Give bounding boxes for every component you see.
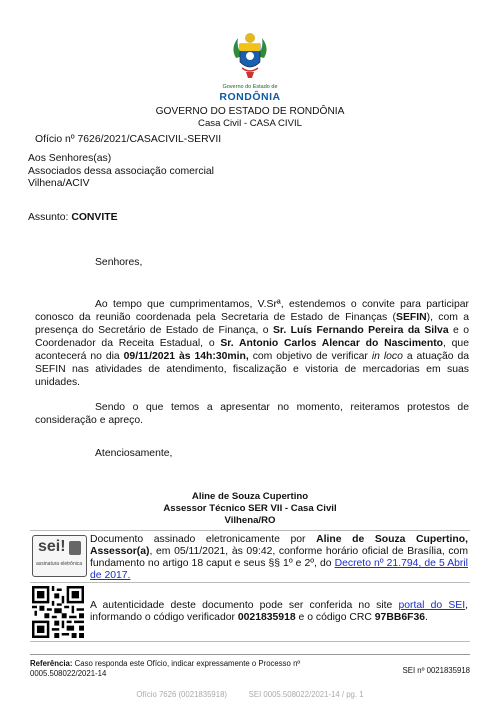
signer-block	[60, 491, 440, 527]
reference-label: Referência:	[30, 659, 73, 668]
lock-icon	[69, 541, 81, 555]
subject-label: Assunto:	[28, 212, 69, 223]
body-text: com objetivo de verificar	[248, 351, 372, 362]
signer-name: Aline de Souza Cupertino	[191, 491, 309, 502]
coat-caption: Governo do Estado de	[222, 84, 278, 90]
body-paragraph-1	[35, 298, 469, 389]
footer-sei-number: SEI nº 0021835918	[402, 666, 470, 675]
reference-text: Caso responda este Ofício, indicar expressamente o Processo nº 0005.508022/2021-14	[30, 659, 301, 678]
document-number: Ofício nº 7626/2021/CASACIVIL-SERVII	[35, 134, 222, 145]
authenticity-box	[30, 582, 470, 642]
coat-state-name: RONDÔNIA	[219, 91, 281, 103]
body-text: ), com a presença do Secretário de Estado de Finança, o	[35, 312, 470, 336]
signature-signer: Aline de Souza Cupertino, Assessor(a)	[90, 534, 468, 557]
recipient-line: Associados dessa associação comercial	[28, 165, 214, 177]
auth-plain: e o código CRC	[295, 612, 375, 623]
greeting: Senhores,	[95, 257, 143, 268]
sei-seal-top: sei!	[38, 538, 66, 555]
body-bold: 09/11/2021 às 14h:30min,	[123, 351, 249, 362]
crc-code: 97BB6F36	[374, 612, 426, 623]
verifier-code: 0021835918	[237, 612, 296, 623]
body-bold: SEFIN	[396, 312, 427, 323]
state-coat-of-arms-logo	[226, 28, 274, 82]
recipient-line: Aos Senhores(as)	[28, 153, 112, 164]
body-text: , que acontecerá no dia	[35, 338, 469, 362]
recipient-block	[28, 153, 214, 191]
signer-role: Assessor Técnico SER VII - Casa Civil	[163, 503, 337, 514]
department-name: Casa Civil - CASA CIVIL	[198, 118, 302, 129]
body-bold: Sr. Luís Fernando Pereira da Silva	[272, 325, 449, 336]
body-text: Ao tempo que cumprimentamos, V.Srª, estendemos o convite para participar conosco da reunião coordenada pela Secretaria de Estado de Finanças (	[35, 299, 469, 323]
footer-rule	[30, 654, 470, 655]
electronic-signature-box	[30, 530, 470, 583]
recipient-line: Vilhena/ACIV	[28, 178, 90, 189]
sei-portal-link[interactable]: portal do SEI	[398, 600, 466, 611]
sei-seal-bottom: assinatura eletrônica	[36, 561, 83, 567]
sei-signature-seal-icon	[32, 535, 87, 577]
auth-plain: , informando o código verificador	[90, 600, 468, 623]
closing: Atenciosamente,	[95, 448, 173, 459]
authenticity-text	[90, 600, 468, 624]
subject-line	[28, 212, 118, 223]
signature-text	[90, 534, 468, 582]
auth-plain: .	[425, 612, 428, 623]
qr-code-icon	[32, 586, 84, 638]
government-title: GOVERNO DO ESTADO DE RONDÔNIA	[155, 106, 345, 117]
page-footer-line: Ofício 7626 (0021835918) SEI 0005.508022/2021-14 / pg. 1	[136, 690, 364, 699]
footer-reference	[30, 659, 350, 679]
body-text: a atuação da SEFIN nas atividades de atendimento, fiscalização e vistoria de mercadorias em suas unidades.	[35, 351, 470, 388]
signature-plain: , em 05/11/2021, às 09:42, conforme horário oficial de Brasília, com fundamento no artigo 18 caput e seus §§ 1º e 2º, do	[90, 546, 468, 569]
body-paragraph-2: Sendo o que temos a apresentar no momento, reiteramos protestos de consideração e apreço.	[35, 402, 469, 426]
body-text: e o Coordenador da Receita Estadual, o	[35, 325, 469, 349]
decree-link[interactable]: Decreto nº 21.794, de 5 Abril de 2017.	[90, 558, 468, 581]
body-bold: Sr. Antonio Carlos Alencar do Nascimento	[220, 338, 443, 349]
signer-place: Vilhena/RO	[224, 515, 276, 526]
body-italic: in loco	[371, 351, 403, 362]
signature-plain: Documento assinado eletronicamente por	[90, 534, 317, 545]
subject-text: CONVITE	[71, 212, 118, 223]
auth-plain: A autenticidade deste documento pode ser conferida no site	[90, 600, 399, 611]
